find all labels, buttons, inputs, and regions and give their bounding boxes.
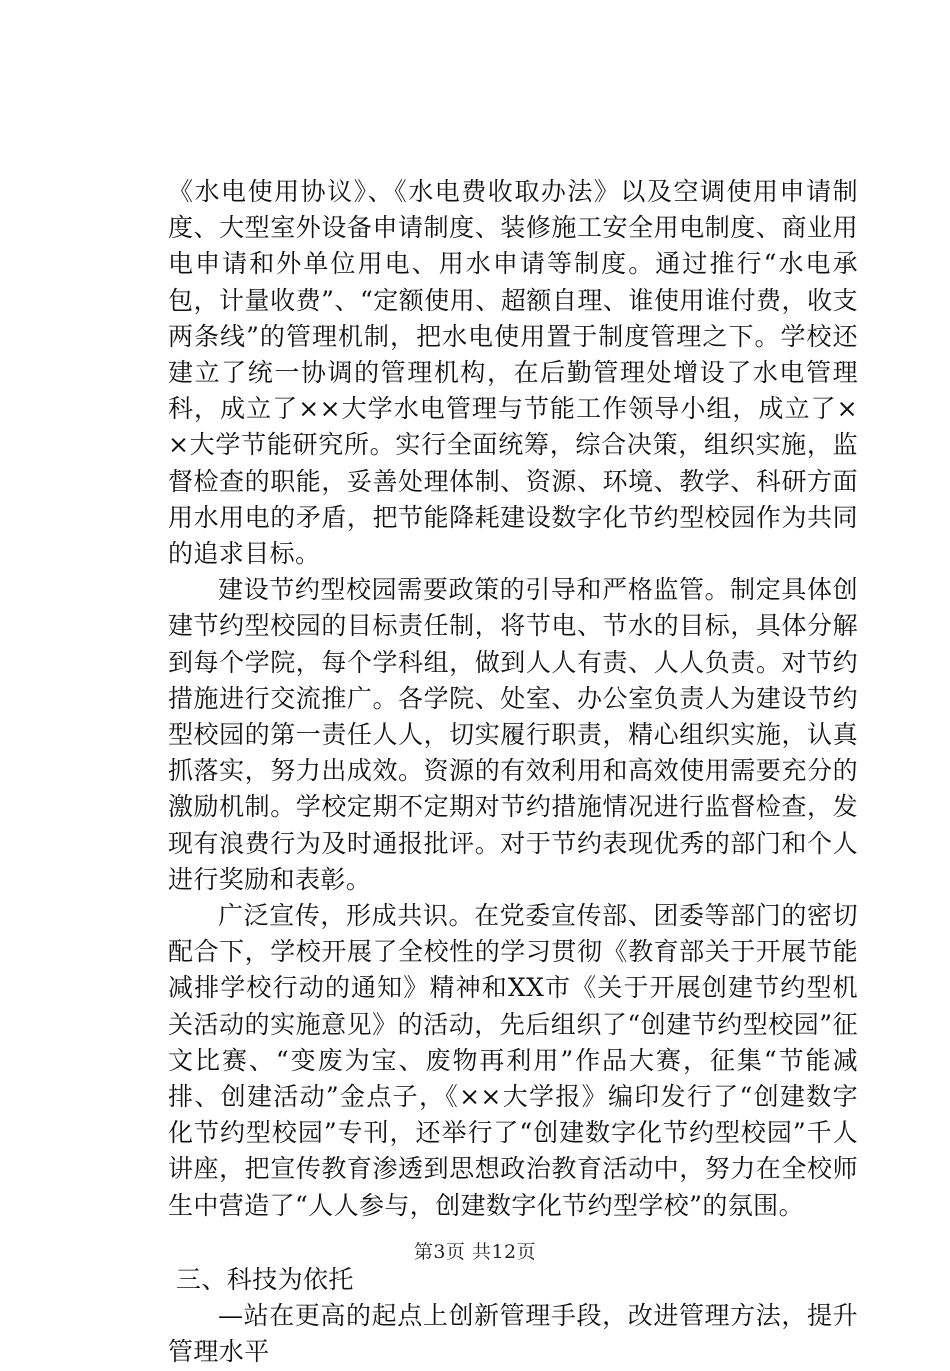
- page-number-footer: 第3页 共12页: [413, 1241, 537, 1263]
- section-heading: 三、科技为依托: [176, 1264, 354, 1294]
- paragraph-publicity: 广泛宣传，形成共识。在党委宣传部、团委等部门的密切配合下，学校开展了全校性的学习贯彻《教育部关于开展节能减排学校行动的通知》精神和XX市《关于开展创建节约型机关活动的实施意见》的活动，先后组织了“创建节约型校园”征文比赛、“变废为宝、废物再利用”作品大赛，征集“节能减排、创建活动”金点子，《××大学报》编印发行了“创建数字化节约型校园”专刊，还举行了“创建数字化节约型校园”千人讲座，把宣传教育渗透到思想政治教育活动中，努力在全校师生中营造了“人人参与，创建数字化节约型学校”的氛围。: [168, 901, 858, 1220]
- paragraph-continuation: 《水电使用协议》、《水电费收取办法》以及空调使用申请制度、大型室外设备申请制度、装修施工安全用电制度、商业用电申请和外单位用电、用水申请等制度。通过推行“水电承包，计量收费”、“定额使用、超额自理、谁使用谁付费，收支两条线”的管理机制，把水电使用置于制度管理之下。学校还建立了统一协调的管理机构，在后勤管理处增设了水电管理科，成立了××大学水电管理与节能工作领导小组，成立了××大学节能研究所。实行全面统筹，综合决策，组织实施，监督检查的职能，妥善处理体制、资源、环境、教学、科研方面用水用电的矛盾，把节能降耗建设数字化节约型校园作为共同的追求目标。: [168, 177, 858, 569]
- section-subtitle: —站在更高的起点上创新管理手段，改进管理方法，提升管理水平: [168, 1301, 858, 1367]
- document-body: [168, 174, 858, 1371]
- paragraph-policy: 建设节约型校园需要政策的引导和严格监管。制定具体创建节约型校园的目标责任制，将节电、节水的目标，具体分解到每个学院，每个学科组，做到人人有责、人人负责。对节约措施进行交流推广。各学院、处室、办公室负责人为建设节约型校园的第一责任人人，切实履行职责，精心组织实施，认真抓落实，努力出成效。资源的有效利用和高效使用需要充分的激励机制。学校定期不定期对节约措施情况进行监督检查，发现有浪费行为及时通报批评。对于节约表现优秀的部门和个人进行奖励和表彰。: [168, 575, 858, 894]
